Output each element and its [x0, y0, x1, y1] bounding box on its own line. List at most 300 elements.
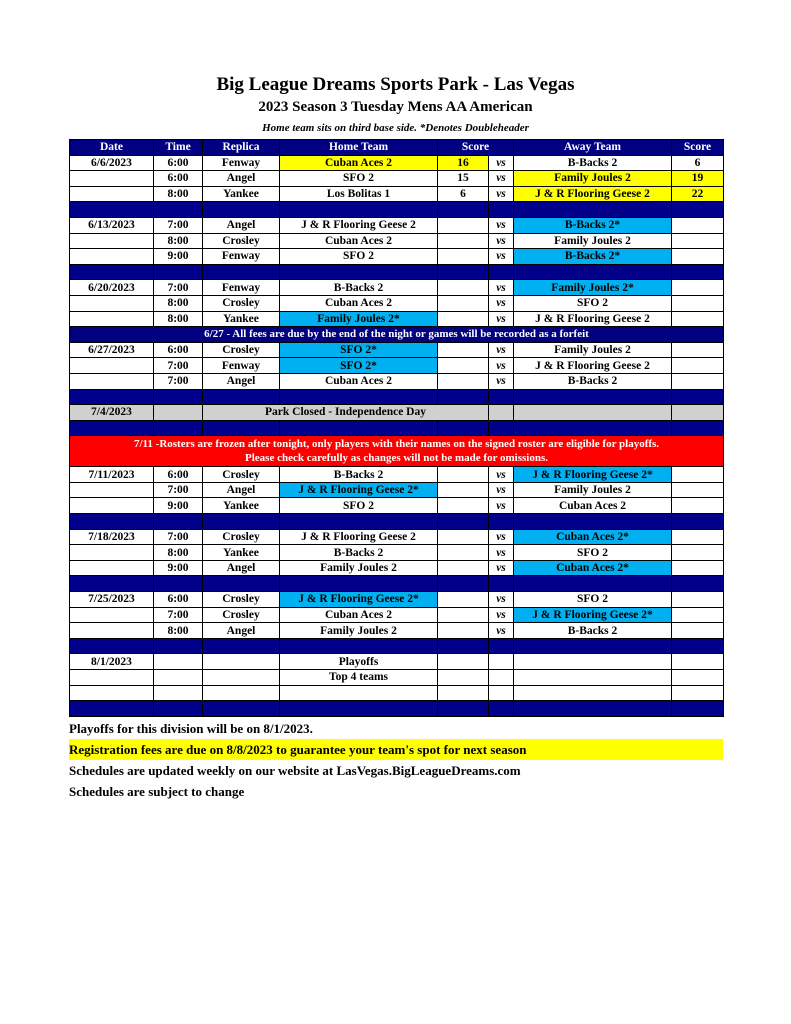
game-date: 6/13/2023 [70, 217, 154, 233]
table-header-row [70, 140, 724, 156]
separator-row [70, 514, 724, 530]
home-score [438, 592, 489, 608]
empty-cell [438, 389, 489, 405]
away-team: B-Backs 2 [514, 623, 672, 639]
game-date [70, 233, 154, 249]
empty-cell [672, 701, 724, 717]
game-time: 7:00 [154, 607, 203, 623]
empty-cell [514, 420, 672, 436]
separator-row [70, 264, 724, 280]
away-team: J & R Flooring Geese 2 [514, 358, 672, 374]
game-date [70, 249, 154, 265]
vs-label: vs [489, 358, 514, 374]
table-row [70, 607, 724, 623]
game-time: 6:00 [154, 155, 203, 171]
game-date: 6/20/2023 [70, 280, 154, 296]
game-time: 7:00 [154, 358, 203, 374]
empty-cell [438, 701, 489, 717]
home-team: J & R Flooring Geese 2* [280, 592, 438, 608]
vs-label: vs [489, 560, 514, 576]
empty-cell [70, 638, 154, 654]
game-date [70, 373, 154, 389]
empty-cell [203, 264, 280, 280]
empty-cell [489, 264, 514, 280]
vs-label: vs [489, 155, 514, 171]
home-score [438, 373, 489, 389]
vs-label: vs [489, 295, 514, 311]
empty-cell [203, 576, 280, 592]
vs-label: vs [489, 607, 514, 623]
empty-cell [514, 654, 672, 670]
home-score [438, 295, 489, 311]
away-team: Family Joules 2 [514, 482, 672, 498]
game-field: Crosley [203, 467, 280, 483]
away-score [672, 358, 724, 374]
roster-notice-row [70, 436, 724, 467]
footer-subject-to-change: Schedules are subject to change [69, 784, 245, 799]
empty-cell [280, 576, 438, 592]
empty-cell [203, 670, 280, 686]
away-score [672, 545, 724, 561]
away-score [672, 623, 724, 639]
empty-cell [672, 514, 724, 530]
away-team: SFO 2 [514, 592, 672, 608]
vs-label: vs [489, 280, 514, 296]
game-field: Crosley [203, 295, 280, 311]
park-closed-row [70, 405, 724, 421]
empty-cell [672, 420, 724, 436]
vs-label: vs [489, 467, 514, 483]
empty-cell [514, 576, 672, 592]
game-date [70, 311, 154, 327]
game-date: 7/25/2023 [70, 592, 154, 608]
home-team: Los Bolitas 1 [280, 186, 438, 202]
vs-label: vs [489, 482, 514, 498]
empty-cell [280, 420, 438, 436]
game-time: 8:00 [154, 311, 203, 327]
game-field: Yankee [203, 498, 280, 514]
game-time: 9:00 [154, 249, 203, 265]
playoffs-row [70, 654, 724, 670]
game-field: Fenway [203, 249, 280, 265]
away-score: 22 [672, 186, 724, 202]
game-time: 7:00 [154, 280, 203, 296]
empty-cell [672, 405, 724, 421]
away-score [672, 498, 724, 514]
home-score [438, 607, 489, 623]
empty-cell [203, 685, 280, 701]
home-team: SFO 2* [280, 358, 438, 374]
away-score [672, 482, 724, 498]
home-team: B-Backs 2 [280, 280, 438, 296]
home-team: SFO 2 [280, 249, 438, 265]
away-team: Family Joules 2* [514, 280, 672, 296]
empty-cell [280, 638, 438, 654]
away-score: 6 [672, 155, 724, 171]
vs-label: vs [489, 529, 514, 545]
away-score [672, 249, 724, 265]
empty-cell [438, 202, 489, 218]
home-team: Cuban Aces 2 [280, 607, 438, 623]
away-team: Family Joules 2 [514, 233, 672, 249]
game-date: 7/11/2023 [70, 467, 154, 483]
away-score [672, 311, 724, 327]
empty-cell [438, 638, 489, 654]
empty-cell [154, 576, 203, 592]
game-date: 7/18/2023 [70, 529, 154, 545]
game-field: Crosley [203, 592, 280, 608]
table-row [70, 342, 724, 358]
away-team: B-Backs 2* [514, 249, 672, 265]
empty-cell [489, 405, 514, 421]
vs-label: vs [489, 498, 514, 514]
vs-label: vs [489, 249, 514, 265]
game-date [70, 482, 154, 498]
empty-cell [438, 576, 489, 592]
home-team: J & R Flooring Geese 2 [280, 529, 438, 545]
game-field: Crosley [203, 233, 280, 249]
empty-cell [672, 264, 724, 280]
blank-row [70, 685, 724, 701]
empty-cell [672, 638, 724, 654]
game-time: 8:00 [154, 233, 203, 249]
playoffs-row [70, 670, 724, 686]
away-team: Cuban Aces 2* [514, 529, 672, 545]
away-score [672, 373, 724, 389]
game-date [70, 623, 154, 639]
game-field: Yankee [203, 545, 280, 561]
empty-cell [489, 638, 514, 654]
home-team: J & R Flooring Geese 2 [280, 217, 438, 233]
empty-cell [154, 654, 203, 670]
game-date [70, 607, 154, 623]
game-date [70, 186, 154, 202]
table-row [70, 467, 724, 483]
table-row [70, 280, 724, 296]
table-row [70, 155, 724, 171]
empty-cell [154, 420, 203, 436]
separator-row [70, 576, 724, 592]
empty-cell [280, 202, 438, 218]
empty-cell [514, 638, 672, 654]
table-row [70, 498, 724, 514]
table-row [70, 592, 724, 608]
away-score: 19 [672, 171, 724, 187]
game-time: 6:00 [154, 342, 203, 358]
col-home-team: Home Team [280, 140, 438, 156]
away-score [672, 217, 724, 233]
away-score [672, 233, 724, 249]
vs-label: vs [489, 342, 514, 358]
empty-cell [70, 701, 154, 717]
vs-label: vs [489, 186, 514, 202]
doubleheader-note: Home team sits on third base side. *Denotes Doubleheader [262, 122, 529, 134]
game-date: 6/27/2023 [70, 342, 154, 358]
home-team: Cuban Aces 2 [280, 373, 438, 389]
vs-label: vs [489, 171, 514, 187]
home-team: SFO 2 [280, 171, 438, 187]
home-score [438, 560, 489, 576]
empty-cell [154, 405, 203, 421]
col-away-score: Score [672, 140, 724, 156]
empty-cell [489, 514, 514, 530]
home-score [438, 529, 489, 545]
home-score [438, 623, 489, 639]
empty-cell [280, 264, 438, 280]
home-team: Family Joules 2 [280, 623, 438, 639]
away-team: Cuban Aces 2 [514, 498, 672, 514]
home-score [438, 217, 489, 233]
empty-cell [489, 576, 514, 592]
empty-cell [154, 514, 203, 530]
empty-cell [203, 420, 280, 436]
game-date [70, 545, 154, 561]
empty-cell [672, 202, 724, 218]
separator-row [70, 638, 724, 654]
game-field: Crosley [203, 342, 280, 358]
empty-cell [489, 389, 514, 405]
home-team: B-Backs 2 [280, 467, 438, 483]
separator-row [70, 420, 724, 436]
vs-label: vs [489, 373, 514, 389]
fees-notice-row [70, 327, 724, 343]
empty-cell [514, 670, 672, 686]
away-team: Family Joules 2 [514, 342, 672, 358]
game-field: Crosley [203, 529, 280, 545]
empty-cell [438, 670, 489, 686]
col-home-score: Score [438, 140, 514, 156]
home-team: SFO 2* [280, 342, 438, 358]
col-date: Date [70, 140, 154, 156]
home-team: Family Joules 2 [280, 560, 438, 576]
empty-cell [672, 389, 724, 405]
away-score [672, 529, 724, 545]
empty-cell [514, 685, 672, 701]
table-row [70, 545, 724, 561]
empty-cell [70, 514, 154, 530]
game-time: 6:00 [154, 171, 203, 187]
page-subtitle: 2023 Season 3 Tuesday Mens AA American [258, 99, 533, 115]
game-field: Fenway [203, 280, 280, 296]
vs-label: vs [489, 311, 514, 327]
away-score [672, 467, 724, 483]
home-team: J & R Flooring Geese 2* [280, 482, 438, 498]
empty-cell [280, 389, 438, 405]
empty-cell [203, 654, 280, 670]
vs-label: vs [489, 592, 514, 608]
separator-row [70, 389, 724, 405]
away-score [672, 607, 724, 623]
empty-cell [672, 576, 724, 592]
empty-cell [514, 405, 672, 421]
away-team: SFO 2 [514, 295, 672, 311]
empty-cell [70, 685, 154, 701]
home-team: Cuban Aces 2 [280, 233, 438, 249]
table-row [70, 186, 724, 202]
away-score [672, 280, 724, 296]
vs-label: vs [489, 233, 514, 249]
empty-cell [154, 685, 203, 701]
game-field: Angel [203, 373, 280, 389]
home-team: Cuban Aces 2 [280, 155, 438, 171]
game-time: 8:00 [154, 545, 203, 561]
empty-cell [514, 514, 672, 530]
empty-cell [672, 685, 724, 701]
footer-website: Schedules are updated weekly on our website at LasVegas.BigLeagueDreams.com [69, 763, 521, 778]
game-time: 8:00 [154, 295, 203, 311]
game-time: 8:00 [154, 623, 203, 639]
game-time: 9:00 [154, 498, 203, 514]
home-score [438, 249, 489, 265]
table-row [70, 295, 724, 311]
table-row [70, 560, 724, 576]
empty-cell [154, 389, 203, 405]
game-date: 6/6/2023 [70, 155, 154, 171]
away-team: J & R Flooring Geese 2* [514, 607, 672, 623]
park-closed-notice: Park Closed - Independence Day [203, 405, 489, 421]
away-team: B-Backs 2* [514, 217, 672, 233]
home-team: SFO 2 [280, 498, 438, 514]
away-team: Family Joules 2 [514, 171, 672, 187]
home-team: Cuban Aces 2 [280, 295, 438, 311]
game-field: Yankee [203, 311, 280, 327]
separator-row [70, 701, 724, 717]
footer-registration: Registration fees are due on 8/8/2023 to guarantee your team's spot for next season [69, 739, 723, 760]
game-date [70, 560, 154, 576]
away-score [672, 342, 724, 358]
game-time: 7:00 [154, 217, 203, 233]
empty-cell [489, 670, 514, 686]
home-team: Family Joules 2* [280, 311, 438, 327]
game-date [70, 295, 154, 311]
empty-cell [489, 202, 514, 218]
home-score: 6 [438, 186, 489, 202]
game-date [70, 358, 154, 374]
home-score: 15 [438, 171, 489, 187]
game-field: Yankee [203, 186, 280, 202]
table-row [70, 358, 724, 374]
table-row [70, 217, 724, 233]
game-field: Fenway [203, 358, 280, 374]
empty-cell [70, 202, 154, 218]
home-score [438, 545, 489, 561]
empty-cell [514, 202, 672, 218]
roster-notice-line1: 7/11 -Rosters are frozen after tonight, only players with their names on the signed roster are eligible for playoffs. [133, 438, 660, 451]
col-time: Time [154, 140, 203, 156]
empty-cell [203, 202, 280, 218]
game-time: 7:00 [154, 373, 203, 389]
empty-cell [438, 420, 489, 436]
playoff-info: Top 4 teams [280, 670, 438, 686]
empty-cell [489, 654, 514, 670]
game-field: Angel [203, 482, 280, 498]
empty-cell [280, 514, 438, 530]
home-score [438, 280, 489, 296]
home-score [438, 233, 489, 249]
empty-cell [280, 701, 438, 717]
empty-cell [154, 701, 203, 717]
empty-cell [489, 420, 514, 436]
empty-cell [438, 654, 489, 670]
away-team: SFO 2 [514, 545, 672, 561]
empty-cell [280, 685, 438, 701]
home-score [438, 358, 489, 374]
empty-cell [70, 670, 154, 686]
game-field: Fenway [203, 155, 280, 171]
table-row [70, 171, 724, 187]
game-date [70, 498, 154, 514]
table-row [70, 529, 724, 545]
table-row [70, 233, 724, 249]
empty-cell [154, 264, 203, 280]
home-score [438, 311, 489, 327]
separator-row [70, 202, 724, 218]
table-row [70, 373, 724, 389]
empty-cell [154, 638, 203, 654]
table-row [70, 249, 724, 265]
empty-cell [489, 701, 514, 717]
empty-cell [203, 701, 280, 717]
game-field: Angel [203, 217, 280, 233]
home-score [438, 482, 489, 498]
empty-cell [70, 389, 154, 405]
empty-cell [203, 638, 280, 654]
empty-cell [438, 264, 489, 280]
empty-cell [514, 389, 672, 405]
game-field: Crosley [203, 607, 280, 623]
empty-cell [70, 264, 154, 280]
game-time: 6:00 [154, 467, 203, 483]
away-team: J & R Flooring Geese 2* [514, 467, 672, 483]
footer-playoffs: Playoffs for this division will be on 8/1/2023. [69, 721, 313, 736]
game-time: 7:00 [154, 482, 203, 498]
empty-cell [438, 685, 489, 701]
game-time: 6:00 [154, 592, 203, 608]
game-field: Angel [203, 171, 280, 187]
empty-cell [514, 701, 672, 717]
away-team: J & R Flooring Geese 2 [514, 186, 672, 202]
home-score: 16 [438, 155, 489, 171]
empty-cell [154, 670, 203, 686]
roster-notice [70, 436, 724, 467]
empty-cell [514, 264, 672, 280]
closed-date: 7/4/2023 [70, 405, 154, 421]
table-row [70, 482, 724, 498]
col-replica: Replica [203, 140, 280, 156]
schedule-table [69, 139, 724, 717]
empty-cell [438, 514, 489, 530]
away-score [672, 592, 724, 608]
away-team: J & R Flooring Geese 2 [514, 311, 672, 327]
footer-notes [69, 718, 723, 802]
empty-cell [203, 389, 280, 405]
roster-notice-line2: Please check carefully as changes will not be made for omissions. [245, 452, 548, 465]
col-away-team: Away Team [514, 140, 672, 156]
playoff-info: Playoffs [280, 654, 438, 670]
empty-cell [672, 670, 724, 686]
empty-cell [70, 576, 154, 592]
away-score [672, 295, 724, 311]
game-date [70, 171, 154, 187]
home-score [438, 342, 489, 358]
game-field: Angel [203, 560, 280, 576]
away-score [672, 560, 724, 576]
playoff-date: 8/1/2023 [70, 654, 154, 670]
table-row [70, 311, 724, 327]
away-team: B-Backs 2 [514, 155, 672, 171]
empty-cell [70, 420, 154, 436]
vs-label: vs [489, 217, 514, 233]
